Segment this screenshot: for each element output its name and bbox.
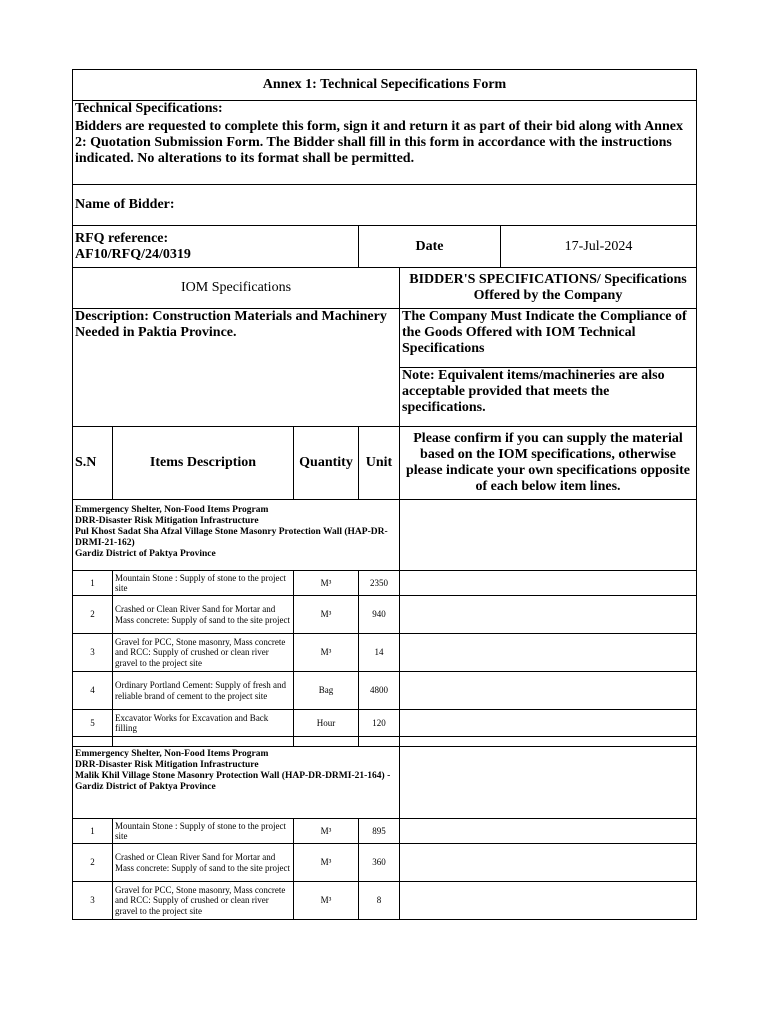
bidder-response-cell[interactable] bbox=[400, 710, 697, 737]
item-unit: 895 bbox=[359, 819, 400, 844]
item-description: Excavator Works for Excavation and Back filling bbox=[113, 710, 294, 737]
item-quantity: Bag bbox=[294, 672, 359, 710]
item-quantity: M³ bbox=[294, 844, 359, 882]
bidder-response-cell[interactable] bbox=[400, 634, 697, 672]
item-unit: 8 bbox=[359, 882, 400, 920]
item-quantity: M³ bbox=[294, 596, 359, 634]
table-row bbox=[73, 634, 697, 672]
form-table bbox=[72, 69, 697, 920]
item-sn: 1 bbox=[73, 571, 113, 596]
col-header-items: Items Description bbox=[113, 427, 294, 500]
item-description: Mountain Stone : Supply of stone to the project site bbox=[113, 571, 294, 596]
col-header-unit: Unit bbox=[359, 427, 400, 500]
bidder-response-cell[interactable] bbox=[400, 882, 697, 920]
table-row bbox=[73, 844, 697, 882]
date-value: 17-Jul-2024 bbox=[501, 226, 697, 268]
tech-spec-label: Technical Specifications: bbox=[73, 101, 697, 119]
item-unit: 940 bbox=[359, 596, 400, 634]
item-sn: 3 bbox=[73, 882, 113, 920]
bidder-response-cell[interactable] bbox=[400, 672, 697, 710]
rfq-reference bbox=[73, 226, 359, 268]
bidder-response-cell[interactable] bbox=[400, 571, 697, 596]
item-description: Crashed or Clean River Sand for Mortar and Mass concrete: Supply of sand to the site project bbox=[113, 596, 294, 634]
bidder-response-cell[interactable] bbox=[400, 596, 697, 634]
empty-cell bbox=[359, 737, 400, 747]
section-header bbox=[73, 500, 400, 571]
item-sn: 2 bbox=[73, 596, 113, 634]
col-header-sn: S.N bbox=[73, 427, 113, 500]
table-row bbox=[73, 710, 697, 737]
item-unit: 14 bbox=[359, 634, 400, 672]
section-header bbox=[73, 747, 400, 819]
section-header-line: Emmergency Shelter, Non-Food Items Program bbox=[75, 749, 269, 759]
table-row bbox=[73, 672, 697, 710]
item-description: Mountain Stone : Supply of stone to the project site bbox=[113, 819, 294, 844]
table-row bbox=[73, 571, 697, 596]
section-header-line: Emmergency Shelter, Non-Food Items Program bbox=[75, 505, 269, 515]
technical-specifications-form bbox=[72, 69, 696, 920]
item-quantity: M³ bbox=[294, 819, 359, 844]
empty-cell bbox=[113, 737, 294, 747]
item-sn: 2 bbox=[73, 844, 113, 882]
item-sn: 4 bbox=[73, 672, 113, 710]
table-row bbox=[73, 596, 697, 634]
bidder-spec-header: BIDDER'S SPECIFICATIONS/ Specifications Offered by the Company bbox=[400, 268, 697, 309]
section-header-line: Gardiz District of Paktya Province bbox=[75, 549, 216, 559]
item-description: Crashed or Clean River Sand for Mortar and Mass concrete: Supply of sand to the site project bbox=[113, 844, 294, 882]
empty-cell bbox=[73, 737, 113, 747]
item-unit: 2350 bbox=[359, 571, 400, 596]
rfq-value: AF10/RFQ/24/0319 bbox=[75, 246, 191, 262]
item-sn: 5 bbox=[73, 710, 113, 737]
description-text: Description: Construction Materials and Machinery Needed in Paktia Province. bbox=[73, 309, 400, 427]
equivalent-note: Note: Equivalent items/machineries are also acceptable provided that meets the specifications. bbox=[400, 368, 697, 427]
table-row bbox=[73, 819, 697, 844]
compliance-note: The Company Must Indicate the Compliance of the Goods Offered with IOM Technical Specifications bbox=[400, 309, 697, 368]
bidder-response-cell[interactable] bbox=[400, 500, 697, 571]
bidder-name-label: Name of Bidder: bbox=[73, 185, 697, 226]
item-sn: 1 bbox=[73, 819, 113, 844]
rfq-label: RFQ reference: bbox=[75, 230, 169, 246]
section-header-line: DRR-Disaster Risk Mitigation Infrastructure bbox=[75, 760, 259, 770]
item-quantity: Hour bbox=[294, 710, 359, 737]
bidder-response-cell[interactable] bbox=[400, 737, 697, 747]
instructions-text: Bidders are requested to complete this form, sign it and return it as part of their bid along with Annex 2: Quotation Submission Form. The Bidder shall fill in this form in accordance with the instructions indicated. No alterations to its format shall be permitted. bbox=[73, 119, 697, 185]
date-label: Date bbox=[359, 226, 501, 268]
iom-spec-header: IOM Specifications bbox=[73, 268, 400, 309]
bidder-response-cell[interactable] bbox=[400, 819, 697, 844]
item-sn: 3 bbox=[73, 634, 113, 672]
form-title: Annex 1: Technical Sepecifications Form bbox=[73, 70, 697, 101]
item-description: Gravel for PCC, Stone masonry, Mass concrete and RCC: Supply of crushed or clean river gravel to the project site bbox=[113, 634, 294, 672]
item-quantity: M³ bbox=[294, 882, 359, 920]
item-description: Ordinary Portland Cement: Supply of fresh and reliable brand of cement to the project site bbox=[113, 672, 294, 710]
item-description: Gravel for PCC, Stone masonry, Mass concrete and RCC: Supply of crushed or clean river gravel to the project site bbox=[113, 882, 294, 920]
bidder-response-cell[interactable] bbox=[400, 747, 697, 819]
section-header-line: Pul Khost Sadat Sha Afzal Village Stone Masonry Protection Wall (HAP-DR-DRMI-21-162) bbox=[75, 527, 388, 548]
item-quantity: M³ bbox=[294, 634, 359, 672]
table-row bbox=[73, 882, 697, 920]
item-unit: 360 bbox=[359, 844, 400, 882]
section-header-line: DRR-Disaster Risk Mitigation Infrastructure bbox=[75, 516, 259, 526]
empty-cell bbox=[294, 737, 359, 747]
table-row bbox=[73, 737, 697, 747]
col-header-confirm: Please confirm if you can supply the material based on the IOM specifications, otherwise please indicate your own specifications opposite of each below item lines. bbox=[400, 427, 697, 500]
item-quantity: M³ bbox=[294, 571, 359, 596]
item-unit: 120 bbox=[359, 710, 400, 737]
col-header-quantity: Quantity bbox=[294, 427, 359, 500]
item-unit: 4800 bbox=[359, 672, 400, 710]
section-header-line: Malik Khil Village Stone Masonry Protection Wall (HAP-DR-DRMI-21-164) - Gardiz District of Paktya Province bbox=[75, 771, 391, 792]
bidder-response-cell[interactable] bbox=[400, 844, 697, 882]
